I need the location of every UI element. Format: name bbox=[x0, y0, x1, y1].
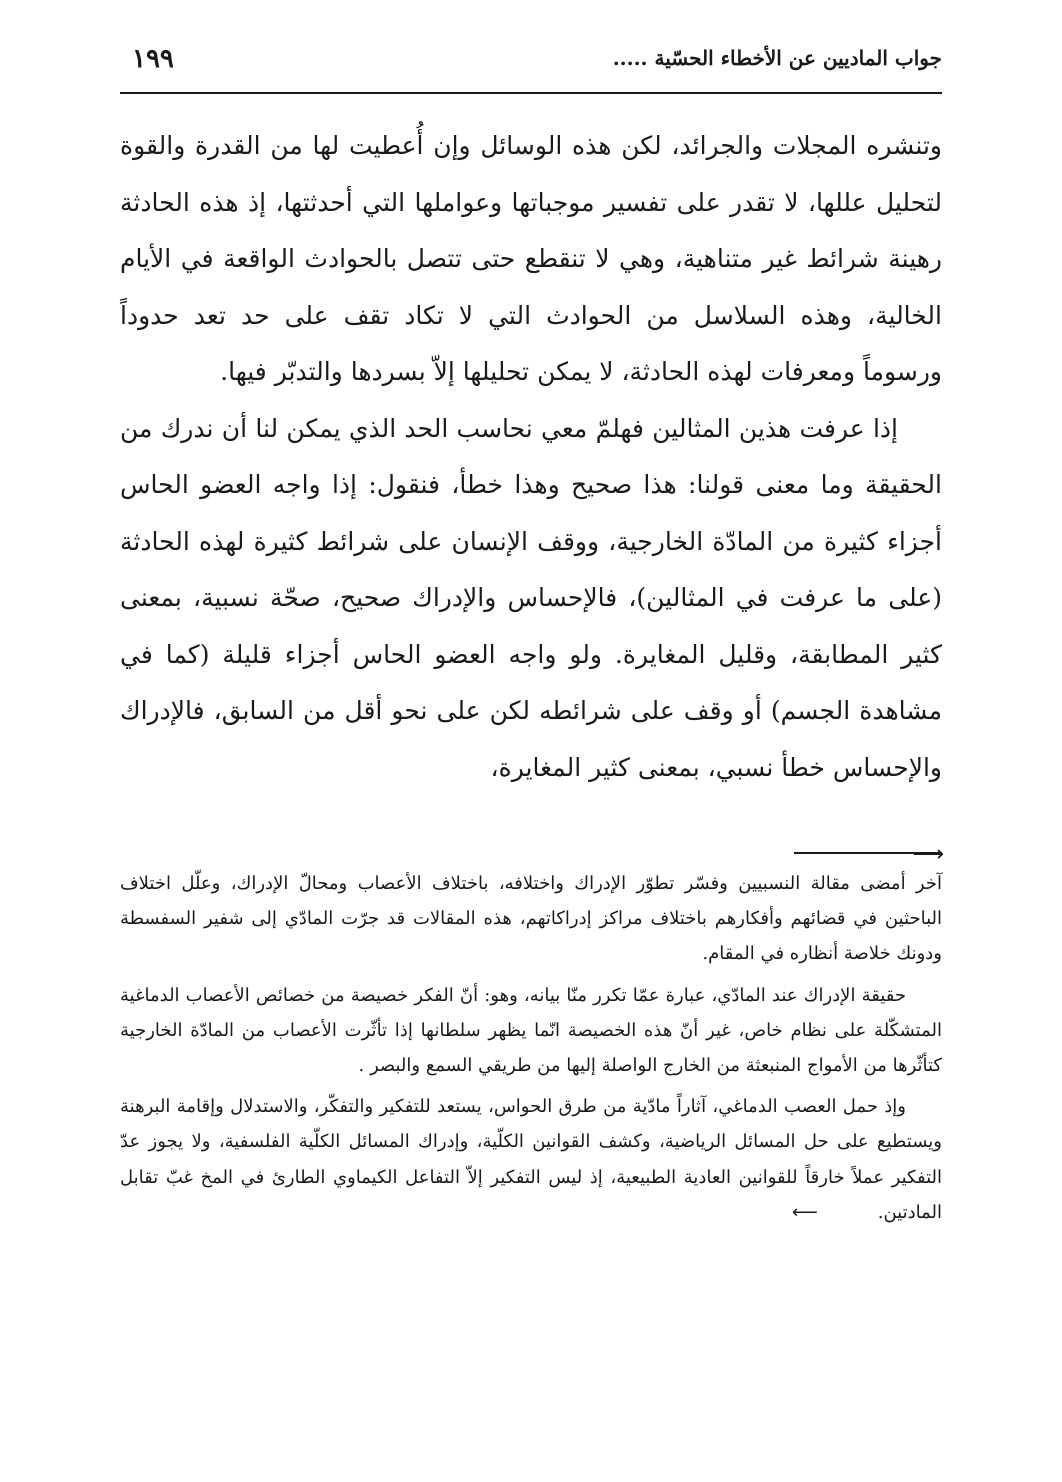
running-header bbox=[120, 40, 942, 84]
header-rule bbox=[120, 92, 942, 94]
footnote-paragraph: حقيقة الإدراك عند المادّي، عبارة عمّا تكرر منّا بيانه، وهو: أنّ الفكر خصيصة من خصائص الأعصاب الدماغية المتشكّلة على نظام خاص، غير أنّ هذه الخصيصة انّما يظهر سلطانها إذا تأثّرت الأعصاب من المادّة الخارجية كتأثّرها من الأمواج المنبعثة من الخارج الواصلة إليها من طريقي السمع والبصر . bbox=[120, 984, 942, 1077]
next-page-arrow-icon: ⟵ bbox=[791, 1201, 818, 1223]
main-text bbox=[120, 118, 942, 796]
running-title: جواب الماديين عن الأخطاء الحسّية ..... bbox=[612, 46, 942, 70]
page-number: ١٩٩ bbox=[132, 44, 174, 74]
footnote-paragraph bbox=[120, 1089, 942, 1230]
body-paragraph: وتنشره المجلات والجرائد، لكن هذه الوسائل وإن أُعطيت لها من القدرة والقوة لتحليل عللها، لا تقدر على تفسير موجباتها وعواملها التي أحدثتها، إذ هذه الحادثة رهينة شرائط غير متناهية، وهي لا تنقطع حتى تتصل بالحوادث الواقعة في الأيام الخالية، وهذه السلاسل من الحوادث التي لا تكاد تقف على حد تعد حدوداً ورسوماً ومعرفات لهذه الحادثة، لا يمكن تحليلها إلاّ بسردها والتدبّر فيها. bbox=[120, 131, 942, 386]
continuation-arrow-icon: ⟶ bbox=[912, 842, 944, 867]
body-paragraph: إذا عرفت هذين المثالين فهلمّ معي نحاسب الحد الذي يمكن لنا أن ندرك من الحقيقة وما معنى قولنا: هذا صحيح وهذا خطأ، فنقول: إذا واجه العضو الحاس أجزاء كثيرة من المادّة الخارجية، ووقف الإنسان على شرائط كثيرة لهذه الحادثة (على ما عرفت في المثالين)، فالإحساس والإدراك صحيح، صحّة نسبية، بمعنى كثير المطابقة، وقليل المغايرة. ولو واجه العضو الحاس أجزاء قليلة (كما في مشاهدة الجسم) أو وقف على شرائطه لكن على نحو أقل من السابق، فالإدراك والإحساس خطأ نسبي، بمعنى كثير المغايرة، bbox=[120, 413, 942, 782]
footnote-paragraph-text: وإذ حمل العصب الدماغي، آثاراً مادّية من طرق الحواس، يستعد للتفكير والتفكّر، والاستدلال وإقامة البرهنة ويستطيع على حل المسائل الرياضية، وكشف القوانين الكلّية، وإدراك المسائل الكلّية الفلسفية، ولا يجوز عدّ التفكير عملاً خارقاً للقوانين العادية الطبيعية، إذ ليس التفكير إلاّ التفاعل الكيماوي الطارئ في المخ غبّ تقابل المادتين. bbox=[120, 1096, 942, 1223]
footnote-paragraph: آخر أمضى مقالة النسبيين وفسّر تطوّر الإدراك واختلافه، باختلاف الأعصاب ومحالّ الإدراك، وعلّل اختلاف الباحثين في قضائهم وأفكارهم باختلاف مراكز إدراكاتهم، هذه المقالات قد جرّت المادّي إلى شفير السفسطة ودونك خلاصة أنظاره في المقام. bbox=[120, 873, 942, 965]
footnotes bbox=[120, 866, 942, 1236]
